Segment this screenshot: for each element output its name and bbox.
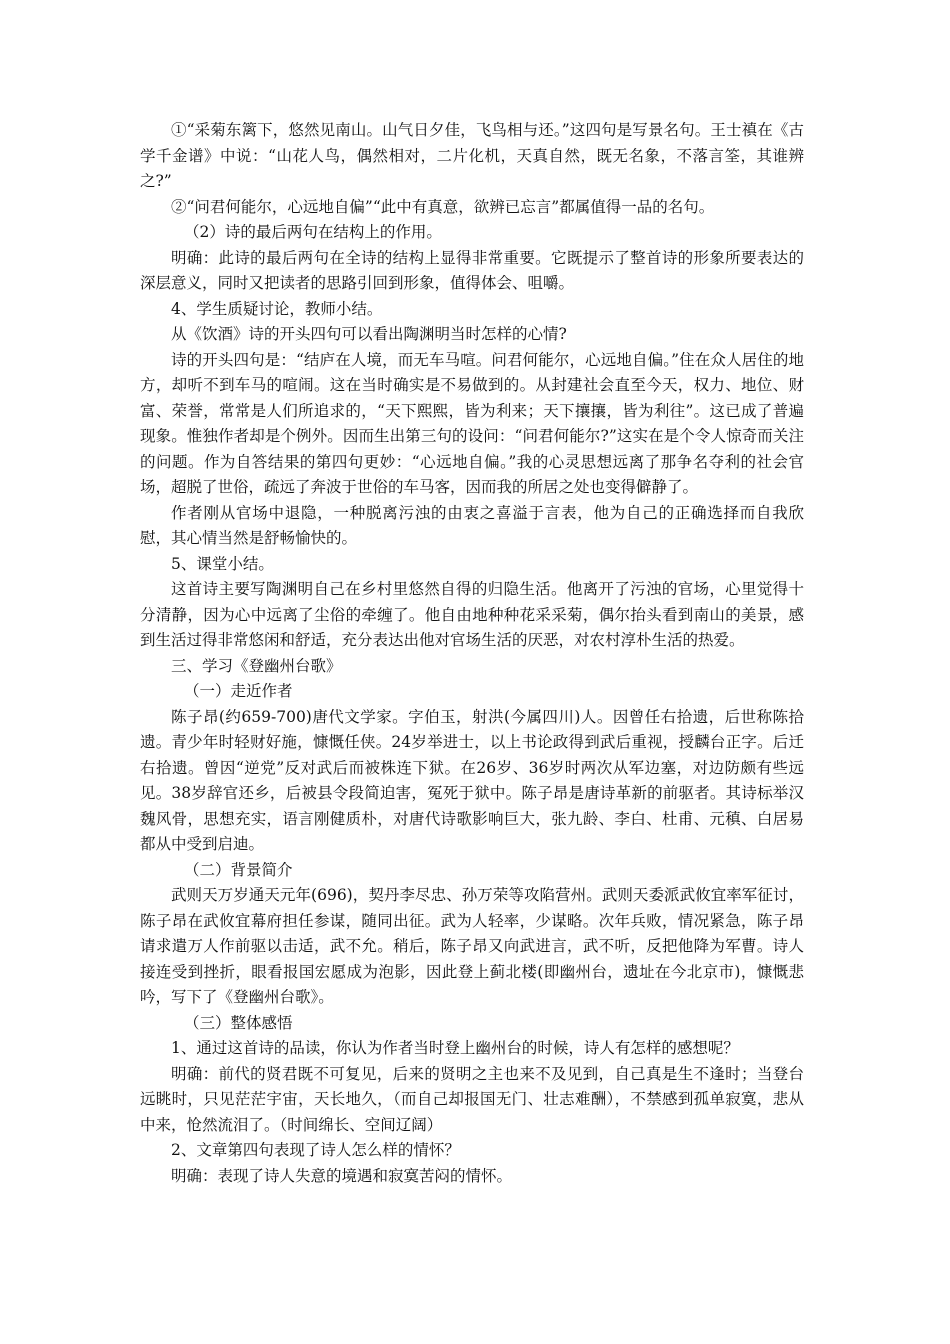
- paragraph-answer-2: 明确：此诗的最后两句在全诗的结构上显得非常重要。它既提示了整首诗的形象所要表达的深层意义，同时又把读者的思路引回到形象，值得体会、咀嚼。: [140, 248, 804, 292]
- paragraph-answer-2b: 明确：表现了诗人失意的境遇和寂寞苦闷的情怀。: [171, 1166, 513, 1185]
- paragraph-question-2b: 2、文章第四句表现了诗人怎么样的情怀？: [171, 1141, 460, 1159]
- section-heading-4: 4、学生质疑讨论，教师小结。: [171, 299, 383, 318]
- paragraph-summary: 这首诗主要写陶渊明自己在乡村里悠然自得的归隐生活。他离开了污浊的官场，心里觉得十分清静，因为心中远离了尘俗的牵缠了。他自由地种种花采采菊，偶尔抬头看到南山的美景，感到生活过得非常悠闲和舒适，充分表达出他对官场生活的厌恶，对农村淳朴生活的热爱。: [140, 580, 804, 649]
- paragraph-question-2: （2）诗的最后两句在结构上的作用。: [184, 223, 442, 241]
- section-heading-5: 5、课堂小结。: [171, 554, 274, 573]
- subheading-background: （二）背景简介: [184, 860, 293, 879]
- paragraph-analysis-opening: 诗的开头四句是：“结庐在人境，而无车马喧。问君何能尔，心远地自偏。”住在众人居住的地方，却听不到车马的喧闹。这在当时确实是不易做到的。从封建社会直至今天，权力、地位、财富、荣誉，常常是人们所追求的，“天下熙熙，皆为利来；天下攘攘，皆为利往”。这已成了普遍现象。惟独作者却是个例外。因而生出第三句的设问：“问君何能尔?”这实在是个令人惊奇而关注的问题。作为自答结果的第四句更妙：“心远地自偏。”我的心灵思想远离了那争名夺利的社会官场，超脱了世俗，疏远了奔波于世俗的车马客，因而我的所居之处也变得僻静了。: [140, 350, 804, 496]
- section-heading-3: 三、学习《登幽州台歌》: [171, 656, 342, 675]
- paragraph-answer-1: 明确：前代的贤君既不可复见，后来的贤明之主也来不及见到，自己真是生不逢时；当登台远眺时，只见茫茫宇宙，天长地久，（而自己却报国无门、壮志难酬），不禁感到孤单寂寞，悲从中来，怆然流泪了。（时间绵长、空间辽阔）: [140, 1064, 804, 1134]
- document-body: [140, 118, 804, 1189]
- paragraph-author-bio: 陈子昂(约659-700)唐代文学家。字伯玉，射洪(今属四川)人。因曾任右拾遗，后世称陈拾遗。青少年时轻财好施，慷慨任侠。24岁举进士，以上书论政得到武后重视，授麟台正字。后迁右拾遗。曾因“逆党”反对武后而被株连下狱。在26岁、36岁时两次从军边塞，对边防颇有些远见。38岁辞官还乡，后被县令段简迫害，冤死于狱中。陈子昂是唐诗革新的前驱者。其诗标举汉魏风骨，思想充实，语言刚健质朴，对唐代诗歌影响巨大，张九龄、李白、杜甫、元稹、白居易都从中受到启迪。: [140, 707, 804, 853]
- subheading-author: （一）走近作者: [184, 682, 293, 700]
- paragraph-background: 武则天万岁通天元年(696)，契丹李尽忠、孙万荣等攻陷营州。武则天委派武攸宜率军征讨，陈子昂在武攸宜幕府担任参谋，随同出征。武为人轻率，少谋略。次年兵败，情况紧急，陈子昂请求遣万人作前驱以击适，武不允。稍后，陈子昂又向武进言，武不听，反把他降为军曹。诗人接连受到挫折，眼看报国宏愿成为泡影，因此登上蓟北楼(即幽州台，遗址在今北京市)，慷慨悲吟，写下了《登幽州台歌》。: [140, 886, 804, 1006]
- subheading-overall: （三）整体感悟: [184, 1013, 293, 1032]
- paragraph-question: 从《饮酒》诗的开头四句可以看出陶渊明当时怎样的心情?: [171, 325, 567, 343]
- paragraph-author-mood: 作者刚从官场中退隐，一种脱离污浊的由衷之喜溢于言表，他为自己的正确选择而自我欣慰，其心情当然是舒畅愉快的。: [140, 503, 804, 547]
- paragraph-poem-lines-1: ①“采菊东篱下，悠然见南山。山气日夕佳，飞鸟相与还。”这四句是写景名句。王士禛在《古学千金谱》中说：“山花人鸟，偶然相对，二片化机，天真自然，既无名象，不落言筌，其谁辨之?”: [140, 121, 804, 190]
- paragraph-poem-lines-2: ②“问君何能尔，心远地自偏”“此中有真意，欲辨已忘言”都属值得一品的名句。: [171, 197, 715, 216]
- paragraph-question-1: 1、通过这首诗的品读，你认为作者当时登上幽州台的时候，诗人有怎样的感想呢？: [171, 1039, 739, 1057]
